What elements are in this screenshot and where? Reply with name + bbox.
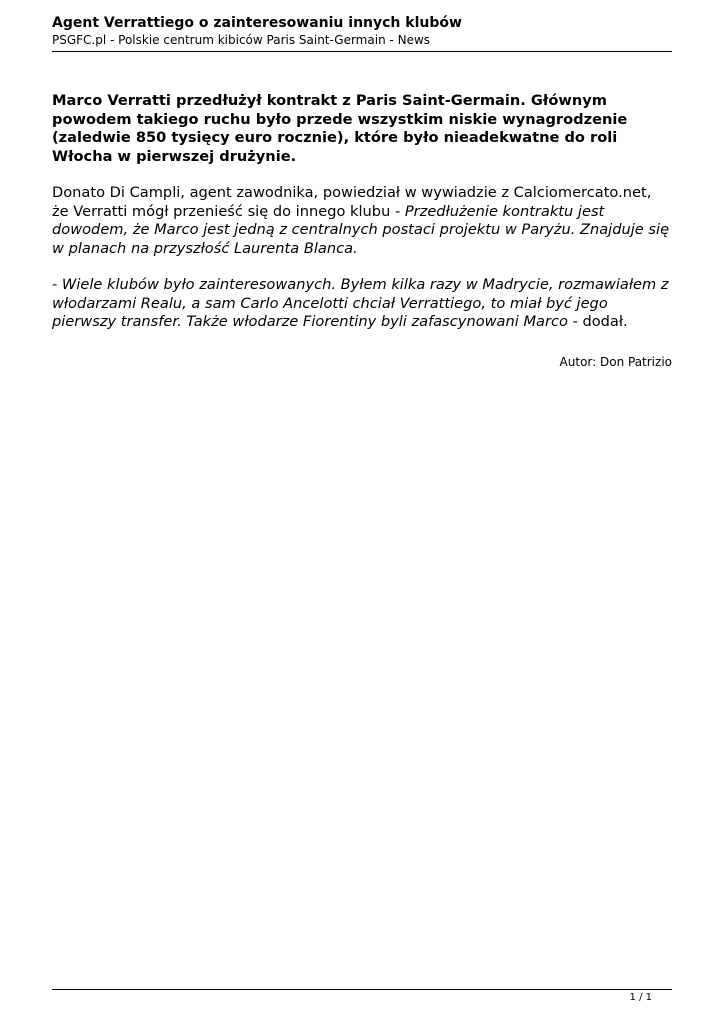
paragraph-1-quote: Przedłużenie kontraktu jest dowodem, że Marco jest jedną z centralnych postaci projektu w Paryżu. Znajduje się w planach na przyszłość Laurenta Blanca.: [52, 202, 670, 257]
article-title: Agent Verrattiego o zainteresowaniu innych klubów: [52, 15, 462, 31]
site-subtitle: PSGFC.pl - Polskie centrum kibiców Paris Saint-Germain - News: [52, 33, 431, 47]
footer-divider: [52, 989, 672, 990]
article-lead: Marco Verratti przedłużył kontrakt z Paris Saint-Germain. Głównym powodem takiego ruchu było przede wszystkim niskie wynagrodzenie (zaledwie 850 tysięcy euro rocznie), które było nieadekwatne do roli Włocha w pierwszej drużynie.: [52, 92, 628, 165]
page-number: 1 / 1: [629, 992, 652, 1003]
page-header: [52, 14, 672, 48]
header-divider: [52, 51, 672, 52]
article-paragraph-1: [52, 184, 672, 258]
article-author: Autor: Don Patrizio: [559, 354, 672, 369]
article-body: [52, 92, 672, 370]
paragraph-2-text: - dodał.: [567, 313, 628, 330]
paragraph-1-text: Donato Di Campli, agent zawodnika, powiedział w wywiadzie z Calciomercato.net, że Verratti mógł przenieść się do innego klubu -: [52, 184, 652, 220]
article-paragraph-2: [52, 276, 672, 332]
paragraph-2-quote: - Wiele klubów było zainteresowanych. Byłem kilka razy w Madrycie, rozmawiałem z włodarzami Realu, a sam Carlo Ancelotti chciał Verrattiego, to miał być jego pierwszy transfer. Także włodarze Fiorentiny byli zafascynowani Marco: [52, 276, 669, 330]
